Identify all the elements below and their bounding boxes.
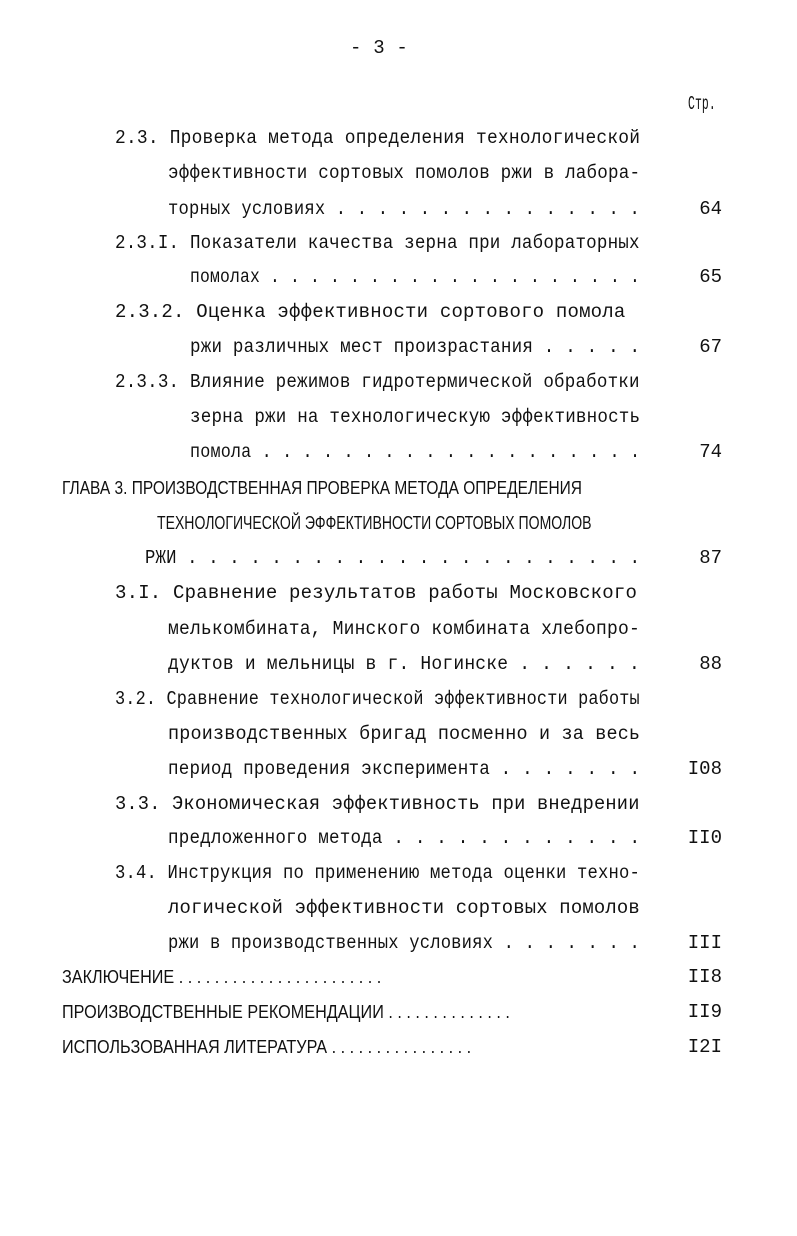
toc-page-number: 67 xyxy=(699,336,722,358)
toc-line: логической эффективности сортовых помолов xyxy=(168,897,640,919)
toc-line: ПРОИЗВОДСТВЕННЫЕ РЕКОМЕНДАЦИИ . . . . . . . . . . . . . . xyxy=(62,1002,510,1022)
toc-page-number: 74 xyxy=(699,441,722,463)
toc-line: 3.4. Инструкция по применению метода оценки техно- xyxy=(115,862,640,884)
toc-line: 3.I. Сравнение результатов работы Московского xyxy=(115,582,638,604)
toc-page-number: 87 xyxy=(699,547,722,569)
toc-line: торных условиях . . . . . . . . . . . . . . . xyxy=(168,198,640,220)
toc-line: ржи различных мест произрастания . . . . . xyxy=(190,336,641,358)
toc-line: ИСПОЛЬЗОВАННАЯ ЛИТЕРАТУРА . . . . . . . . . . . . . . . . xyxy=(62,1037,472,1057)
toc-page-number: II8 xyxy=(687,966,722,988)
toc-line: ржи в производственных условиях . . . . . . . xyxy=(168,932,640,954)
toc-line: помолах . . . . . . . . . . . . . . . . . . . xyxy=(190,266,641,288)
page-number: - 3 - xyxy=(350,37,409,59)
page-column-header: Стр. xyxy=(688,93,716,115)
toc-line: период проведения эксперимента . . . . . . . xyxy=(168,758,641,780)
toc-line: ГЛАВА 3. ПРОИЗВОДСТВЕННАЯ ПРОВЕРКА МЕТОДА ОПРЕДЕЛЕНИЯ xyxy=(62,478,582,498)
toc-line: мелькомбината, Минского комбината хлебопро- xyxy=(168,618,640,640)
toc-line: предложенного метода . . . . . . . . . . . . xyxy=(168,827,641,849)
toc-page-number: 65 xyxy=(699,266,722,288)
toc-page-number: 64 xyxy=(699,198,722,220)
toc-line: 2.3. Проверка метода определения технологической xyxy=(115,127,641,149)
toc-line: ЗАКЛЮЧЕНИЕ . . . . . . . . . . . . . . . . . . . . . . . xyxy=(62,967,382,987)
toc-line: РЖИ . . . . . . . . . . . . . . . . . . . . . . xyxy=(145,547,641,569)
toc-line: 3.3. Экономическая эффективность при внедрении xyxy=(115,793,640,815)
toc-page-number: II9 xyxy=(687,1001,722,1023)
toc-line: 2.3.3. Влияние режимов гидротермической обработки xyxy=(115,371,640,393)
toc-line: дуктов и мельницы в г. Ногинске . . . . . . xyxy=(168,653,640,675)
toc-page-number: I08 xyxy=(687,758,722,780)
toc-page-number: 88 xyxy=(699,653,722,675)
toc-line: производственных бригад посменно и за весь xyxy=(168,723,641,745)
toc-page-number: II0 xyxy=(687,827,722,849)
toc-line: 2.3.2. Оценка эффективности сортового помола xyxy=(115,301,626,323)
toc-line: помола . . . . . . . . . . . . . . . . . . . xyxy=(190,441,641,463)
toc-page-number: III xyxy=(687,932,722,954)
toc-line: 2.3.I. Показатели качества зерна при лабораторных xyxy=(115,232,640,254)
toc-page-number: I2I xyxy=(687,1036,722,1058)
toc-line: ТЕХНОЛОГИЧЕСКОЙ ЭФФЕКТИВНОСТИ СОРТОВЫХ ПОМОЛОВ xyxy=(157,513,592,533)
toc-line: эффективности сортовых помолов ржи в лабора- xyxy=(168,162,641,184)
toc-line: зерна ржи на технологическую эффективность xyxy=(190,406,641,428)
toc-line: 3.2. Сравнение технологической эффективности работы xyxy=(115,688,640,710)
